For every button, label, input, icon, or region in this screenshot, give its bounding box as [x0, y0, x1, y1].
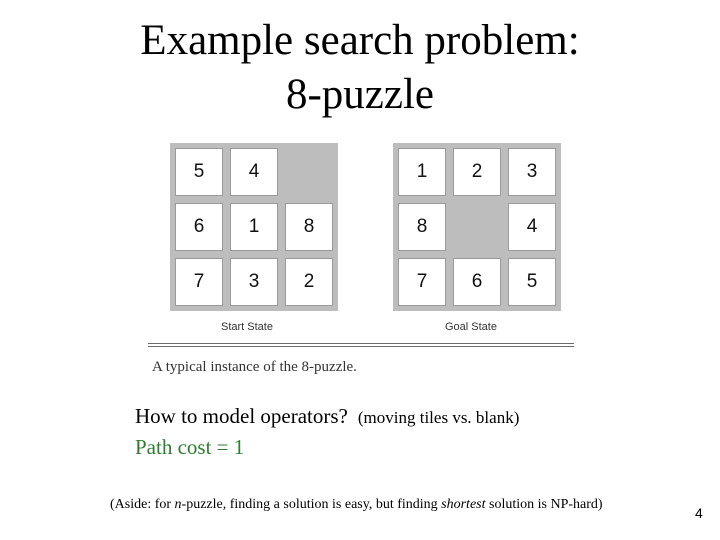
- goal-tile: 8: [398, 203, 446, 251]
- goal-tile: 4: [508, 203, 556, 251]
- goal-state-board: [393, 143, 561, 311]
- aside-middle: -puzzle, finding a solution is easy, but finding: [181, 497, 442, 512]
- slide-title-line-1: Example search problem:: [140, 17, 580, 64]
- start-tile: 2: [285, 258, 333, 306]
- start-blank-tile: [285, 148, 333, 196]
- start-state-board: [170, 143, 338, 311]
- operators-question-note: (moving tiles vs. blank): [357, 408, 520, 427]
- aside-suffix: solution is NP-hard): [485, 497, 603, 512]
- aside-n: n: [174, 497, 182, 512]
- start-tile: 8: [285, 203, 333, 251]
- operators-question: [135, 404, 519, 429]
- aside-prefix: (Aside: for: [110, 497, 175, 512]
- start-tile: 5: [175, 148, 223, 196]
- goal-tile: 7: [398, 258, 446, 306]
- start-state-label: Start State: [221, 321, 273, 333]
- goal-tile: 5: [508, 258, 556, 306]
- figure-divider: [148, 343, 574, 344]
- aside-note: [110, 497, 603, 513]
- page-number: 4: [695, 505, 703, 521]
- goal-state-label: Goal State: [445, 321, 497, 333]
- goal-tile: 2: [453, 148, 501, 196]
- puzzle-figure: [145, 138, 577, 383]
- goal-tile: 3: [508, 148, 556, 196]
- start-tile: 1: [230, 203, 278, 251]
- start-tile: 3: [230, 258, 278, 306]
- start-tile: 6: [175, 203, 223, 251]
- goal-tile: 1: [398, 148, 446, 196]
- goal-blank-tile: [453, 203, 501, 251]
- start-tile: 4: [230, 148, 278, 196]
- operators-question-text: How to model operators?: [135, 404, 348, 428]
- figure-caption: A typical instance of the 8-puzzle.: [152, 359, 357, 375]
- figure-divider: [148, 346, 574, 347]
- start-tile: 7: [175, 258, 223, 306]
- path-cost-text: Path cost = 1: [135, 435, 245, 459]
- goal-tile: 6: [453, 258, 501, 306]
- aside-shortest: shortest: [441, 497, 486, 512]
- slide-title-line-2: 8-puzzle: [285, 71, 435, 118]
